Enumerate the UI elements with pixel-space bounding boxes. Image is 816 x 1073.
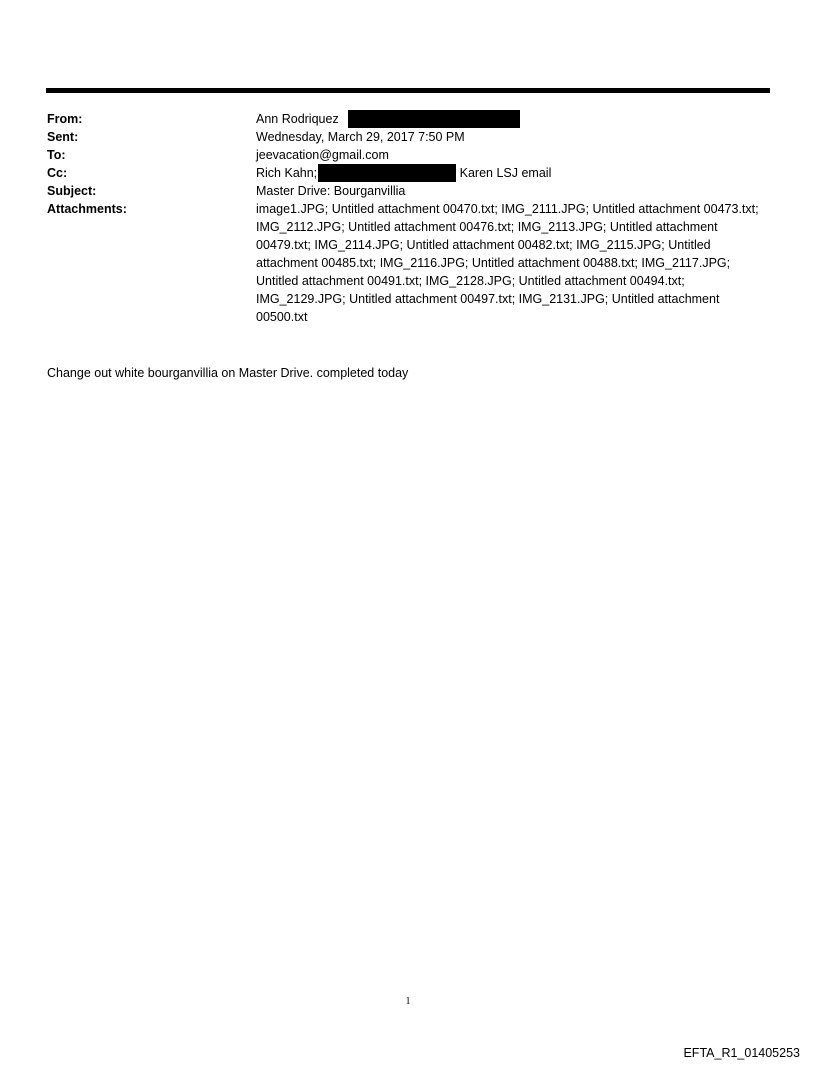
subject-value: Master Drive: Bourganvillia: [256, 184, 406, 198]
sender-name: Ann Rodriquez: [256, 112, 339, 126]
to-value: jeevacation@gmail.com: [256, 148, 389, 162]
header-divider: [46, 88, 770, 93]
from-value: [256, 110, 767, 128]
cc-recipient-1: Rich Kahn;: [256, 166, 318, 180]
sent-value: Wednesday, March 29, 2017 7:50 PM: [256, 130, 465, 144]
document-id: EFTA_R1_01405253: [683, 1046, 800, 1060]
to-label: To:: [47, 148, 66, 162]
cc-value: [256, 164, 767, 182]
subject-row: [47, 182, 767, 200]
email-body: Change out white bourganvillia on Master Drive. completed today: [47, 366, 409, 380]
from-label: From:: [47, 112, 83, 126]
attachments-value: image1.JPG; Untitled attachment 00470.txt; IMG_2111.JPG; Untitled attachment 00473.txt; IMG_2112.JPG; Untitled attachment 00476.txt; IMG_2113.JPG; Untitled attachment 00479.txt; IMG_2114.JPG; Untitled attachment 00482.txt; IMG_2115.JPG; Untitled attachment 00485.txt; IMG_2116.JPG; Untitled attachment 00488.txt; IMG_2117.JPG; Untitled attachment 00491.txt; IMG_2128.JPG; Untitled attachment 00494.txt; IMG_2129.JPG; Untitled attachment 00497.txt; IMG_2131.JPG; Untitled attachment 00500.txt: [256, 202, 759, 324]
subject-label: Subject:: [47, 184, 97, 198]
to-row: [47, 146, 767, 164]
from-row: [47, 110, 767, 128]
redaction-box: [348, 110, 520, 128]
page-number: 1: [405, 996, 411, 1007]
sent-label: Sent:: [47, 130, 79, 144]
sent-row: [47, 128, 767, 146]
cc-recipient-2: Karen LSJ email: [459, 166, 552, 180]
attachments-row: [47, 200, 767, 326]
attachments-label: Attachments:: [47, 202, 127, 216]
cc-row: [47, 164, 767, 182]
cc-label: Cc:: [47, 166, 68, 180]
redaction-box: [318, 164, 456, 182]
email-header: [47, 110, 767, 326]
